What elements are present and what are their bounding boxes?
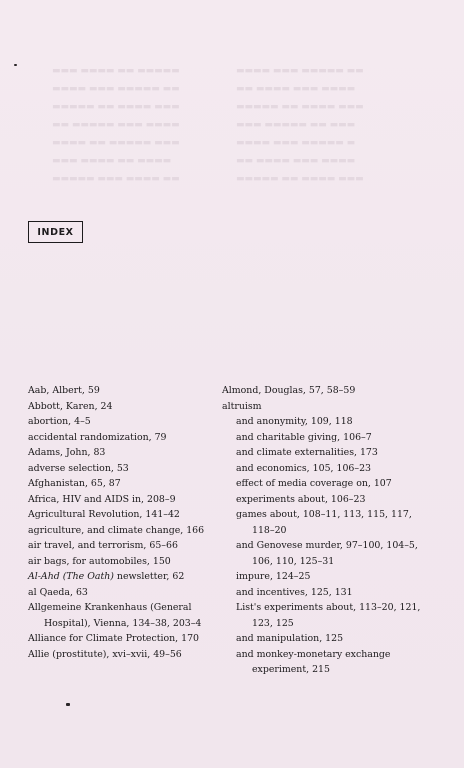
index-entry (28, 631, 218, 647)
index-entry-text: games about, 108–11, 113, 115, 117, 118–20 (236, 509, 412, 536)
index-entry-text: newsletter, 62 (113, 571, 185, 582)
index-entry-text: and economics, 105, 106–23 (236, 462, 372, 474)
bleed-through-texture-right: ▬▬▬▬ ▬▬▬ ▬▬▬▬▬ ▬▬ ▬▬ ▬▬▬▬ ▬▬▬ ▬▬▬▬ ▬▬▬▬▬ ▬▬ ▬▬▬▬ ▬▬▬ ▬▬▬ ▬▬▬▬▬ ▬▬ ▬▬▬ ▬▬▬▬ ▬▬▬ ▬▬▬▬▬ ▬ ▬▬ ▬▬▬▬ ▬▬▬ ▬▬▬▬ ▬▬▬▬▬ ▬▬ ▬▬▬▬ ▬▬▬ (236, 66, 364, 184)
index-entry (28, 445, 218, 461)
index-subentry (222, 600, 422, 631)
index-heading-box (28, 221, 83, 243)
index-subentry (222, 538, 422, 569)
index-entry (28, 461, 218, 477)
index-subentry (222, 414, 422, 430)
index-entry-text: Alliance for Climate Protection, 170 (28, 633, 199, 644)
index-entry-text: experiments about, 106–23 (236, 493, 366, 505)
index-heading: INDEX (37, 226, 74, 238)
index-entry-text: Afghanistan, 65, 87 (28, 478, 121, 489)
index-entry-text: air travel, and terrorism, 65–66 (28, 540, 178, 551)
index-entry (222, 399, 422, 415)
index-entry-text: al Qaeda, 63 (28, 586, 88, 598)
index-subentry (222, 461, 422, 477)
index-entry (28, 538, 218, 554)
index-subentry (222, 631, 422, 647)
index-subentry (222, 569, 422, 585)
index-entry-text: and charitable giving, 106–7 (236, 431, 372, 443)
index-entry-text: accidental randomization, 79 (28, 431, 167, 443)
index-entry-text: Agricultural Revolution, 141–42 (28, 509, 180, 520)
index-entry (28, 476, 218, 492)
index-entry-text: Adams, John, 83 (28, 447, 106, 458)
index-entry-text: impure, 124–25 (236, 571, 311, 582)
index-entry (28, 585, 218, 601)
index-column-left (28, 383, 218, 662)
index-entry-text: and anonymity, 109, 118 (236, 416, 353, 427)
index-subentry (222, 585, 422, 601)
index-entry (28, 569, 218, 585)
index-entry-title: Al-Ahd (The Oath) (28, 571, 114, 582)
index-entry-text: adverse selection, 53 (28, 462, 129, 474)
index-column-right (222, 383, 422, 678)
ink-speck-top (14, 64, 17, 66)
index-subentry (222, 476, 422, 492)
index-subentry (222, 647, 422, 678)
index-entry-text: and incentives, 125, 131 (236, 586, 353, 598)
index-entry (28, 414, 218, 430)
index-entry (28, 554, 218, 570)
index-subentry (222, 445, 422, 461)
index-entry-text: altruism (222, 400, 262, 412)
index-subentry (222, 507, 422, 538)
index-entry (28, 523, 218, 539)
index-entry-text: Abbott, Karen, 24 (28, 400, 113, 412)
index-entry-text: Africa, HIV and AIDS in, 208–9 (28, 493, 176, 505)
index-entry-text: abortion, 4–5 (28, 416, 91, 427)
ink-speck-bottom (66, 703, 70, 706)
index-entry (28, 647, 218, 663)
index-entry-text: Almond, Douglas, 57, 58–59 (222, 385, 356, 396)
index-entry-text: List's experiments about, 113–20, 121, 123, 125 (236, 602, 421, 629)
index-entry (28, 507, 218, 523)
index-entry (28, 492, 218, 508)
index-entry-text: and climate externalities, 173 (236, 447, 378, 458)
index-entry-text: agriculture, and climate change, 166 (28, 524, 205, 536)
index-entry-text: and monkey-monetary exchange experiment, 215 (236, 648, 391, 675)
index-entry-text: air bags, for automobiles, 150 (28, 555, 171, 567)
index-entry-text: Aab, Albert, 59 (28, 385, 100, 396)
index-entry (222, 383, 422, 399)
index-subentry (222, 430, 422, 446)
index-entry (28, 600, 218, 631)
index-entry-text: effect of media coverage on, 107 (236, 478, 392, 489)
index-subentry (222, 492, 422, 508)
index-entry-text: and Genovese murder, 97–100, 104–5, 106, 110, 125–31 (236, 540, 418, 567)
index-entry-text: Allgemeine Krankenhaus (General Hospital), Vienna, 134–38, 203–4 (28, 602, 202, 629)
index-entry (28, 430, 218, 446)
index-entry (28, 383, 218, 399)
index-entry (28, 399, 218, 415)
index-entry-text: and manipulation, 125 (236, 633, 344, 644)
index-entry-text: Allie (prostitute), xvi–xvii, 49–56 (28, 648, 182, 660)
bleed-through-texture-left: ▬▬▬ ▬▬▬▬ ▬▬ ▬▬▬▬▬ ▬▬▬▬ ▬▬▬ ▬▬▬▬▬ ▬▬ ▬▬▬▬▬ ▬▬ ▬▬▬▬ ▬▬▬ ▬▬ ▬▬▬▬▬ ▬▬▬ ▬▬▬▬ ▬▬▬▬ ▬▬ ▬▬▬▬▬ ▬▬▬ ▬▬▬ ▬▬▬▬ ▬▬ ▬▬▬▬ ▬▬▬▬▬ ▬▬▬ ▬▬▬▬ ▬▬ (52, 66, 180, 184)
